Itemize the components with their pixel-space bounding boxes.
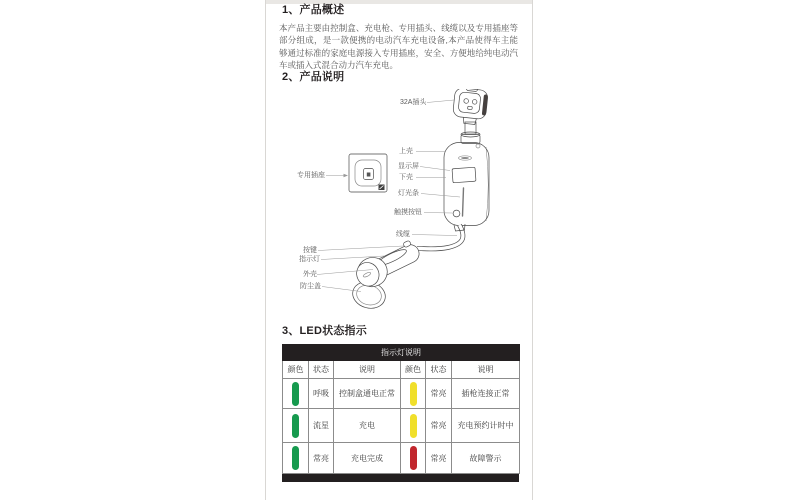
led-bar-red [410,446,417,470]
col-header: 状态 [309,361,334,379]
color-cell [401,443,426,474]
col-header: 颜色 [401,361,426,379]
table-title: 指示灯说明 [283,345,520,361]
cable-drawing [417,224,465,249]
label-button: 按键 [303,247,317,255]
label-indicator: 指示灯 [299,256,320,264]
section-title-overview: 1、产品概述 [282,4,345,16]
led-bar-green [292,446,299,470]
status-cell: 常亮 [309,443,334,474]
label-touch-button: 触摸按钮 [394,209,422,217]
color-cell [283,409,309,443]
color-cell [283,379,309,409]
table-row [283,379,520,409]
color-cell [401,379,426,409]
plug-drawing [452,89,489,126]
col-header: 说明 [452,361,520,379]
status-cell: 常亮 [426,409,452,443]
desc-cell: 控制盒通电正常 [334,379,401,409]
desc-cell: 故障警示 [452,443,520,474]
led-bar-green [292,414,299,438]
status-cell: 常亮 [426,379,452,409]
col-header: 状态 [426,361,452,379]
overview-paragraph: 本产品主要由控制盒、充电枪、专用插头、线缆以及专用插座等部分组成，是一款便携的电动汽车充电设备,本产品使得车主能够通过标准的家庭电源接入专用插座，安全、方便地给纯电动汽车或插入式混合动力汽车充电。 [279,23,518,70]
led-bar-green [292,382,299,406]
table-row [283,409,520,443]
table-row [283,443,520,474]
desc-cell: 插枪连接正常 [452,379,520,409]
col-header: 颜色 [283,361,309,379]
col-header: 说明 [334,361,401,379]
color-cell [283,443,309,474]
section-title-led: 3、LED状态指示 [282,325,367,338]
desc-cell: 充电预约计时中 [452,409,520,443]
status-cell: 常亮 [426,443,452,474]
status-cell: 流星 [309,409,334,443]
desc-cell: 充电完成 [334,443,401,474]
status-cell: 呼吸 [309,379,334,409]
label-light-bar: 灯光条 [398,190,419,198]
gun-drawing [352,237,425,292]
led-bar-yellow [410,382,417,406]
label-dust-cap: 防尘盖 [300,283,321,291]
label-lower-shell: 下壳 [399,174,413,182]
table-header-row [283,361,520,379]
label-socket: 专用插座 [297,172,325,180]
table-title-row [283,345,520,361]
label-cable: 线缆 [396,231,410,239]
label-display: 显示屏 [398,163,419,171]
section-title-description: 2、产品说明 [282,71,345,84]
product-diagram [266,89,534,325]
label-upper-shell: 上壳 [399,148,413,156]
socket-drawing [349,154,387,192]
label-plug: 32A插头 [400,99,427,107]
next-table-header-cut [282,474,519,482]
color-cell [401,409,426,443]
label-shell: 外壳 [303,271,317,279]
desc-cell: 充电 [334,409,401,443]
content-panel [265,0,533,500]
led-bar-yellow [410,414,417,438]
led-status-table [282,344,520,474]
